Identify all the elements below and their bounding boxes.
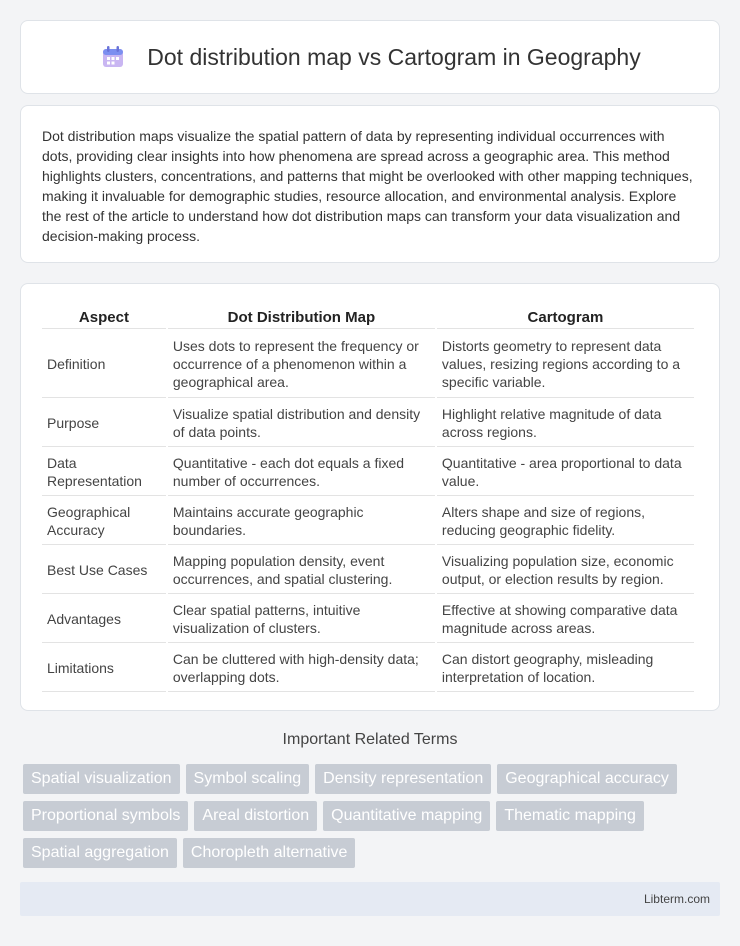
header-dot-distribution: Dot Distribution Map [168,307,435,329]
row-cartogram: Effective at showing comparative data magnitude across areas. [437,596,694,643]
related-term-tag[interactable]: Density representation [315,764,491,794]
related-term-tag[interactable]: Choropleth alternative [183,838,356,868]
row-aspect: Advantages [42,596,166,643]
row-aspect: Limitations [42,645,166,692]
related-term-tag[interactable]: Proportional symbols [23,801,188,831]
row-cartogram: Distorts geometry to represent data values, resizing regions according to a specific variable. [437,331,694,398]
row-cartogram: Visualizing population size, economic output, or election results by region. [437,547,694,594]
table-row [42,449,694,496]
related-terms-heading: Important Related Terms [282,731,458,748]
related-term-tag[interactable]: Spatial visualization [23,764,180,794]
related-term-tag[interactable]: Quantitative mapping [323,801,490,831]
header-card [20,20,720,94]
row-cartogram: Quantitative - area proportional to data value. [437,449,694,496]
table-row [42,498,694,545]
related-terms-tags [23,764,723,868]
row-aspect: Best Use Cases [42,547,166,594]
row-dot-distribution: Clear spatial patterns, intuitive visualization of clusters. [168,596,435,643]
table-header-row [42,307,694,329]
row-dot-distribution: Mapping population density, event occurrences, and spatial clustering. [168,547,435,594]
row-aspect: Geographical Accuracy [42,498,166,545]
intro-paragraph: Dot distribution maps visualize the spatial pattern of data by representing individual occurrences with dots, providing clear insights into how phenomena are spread across a geographic area. This method highlights clusters, concentrations, and patterns that might be overlooked with other mapping techniques, making it invaluable for demographic studies, resource allocation, and environmental analysis. Explore the rest of the article to understand how dot distribution maps can transform your data visualization and decision-making process. [42,128,693,244]
row-aspect: Purpose [42,400,166,447]
header-cartogram: Cartogram [437,307,694,329]
row-dot-distribution: Uses dots to represent the frequency or occurrence of a phenomenon within a geographical area. [168,331,435,398]
row-dot-distribution: Maintains accurate geographic boundaries. [168,498,435,545]
header-aspect: Aspect [42,307,166,329]
footer-site-link[interactable]: Libterm.com [643,892,710,906]
table-row [42,645,694,692]
footer [20,882,720,916]
table-row [42,331,694,398]
row-dot-distribution: Quantitative - each dot equals a fixed number of occurrences. [168,449,435,496]
related-term-tag[interactable]: Geographical accuracy [497,764,677,794]
related-term-tag[interactable]: Spatial aggregation [23,838,177,868]
row-aspect: Definition [42,331,166,398]
row-cartogram: Alters shape and size of regions, reducing geographic fidelity. [437,498,694,545]
table-row [42,400,694,447]
row-aspect: Data Representation [42,449,166,496]
page-title: Dot distribution map vs Cartogram in Geography [147,43,641,70]
comparison-table [40,305,696,694]
table-row [42,547,694,594]
row-dot-distribution: Visualize spatial distribution and density of data points. [168,400,435,447]
row-cartogram: Highlight relative magnitude of data across regions. [437,400,694,447]
row-cartogram: Can distort geography, misleading interpretation of location. [437,645,694,692]
related-term-tag[interactable]: Areal distortion [194,801,317,831]
comparison-table-card [20,283,720,711]
related-term-tag[interactable]: Symbol scaling [186,764,310,794]
related-term-tag[interactable]: Thematic mapping [496,801,644,831]
row-dot-distribution: Can be cluttered with high-density data; overlapping dots. [168,645,435,692]
intro-card [20,105,720,263]
calendar-icon [99,43,127,71]
table-row [42,596,694,643]
